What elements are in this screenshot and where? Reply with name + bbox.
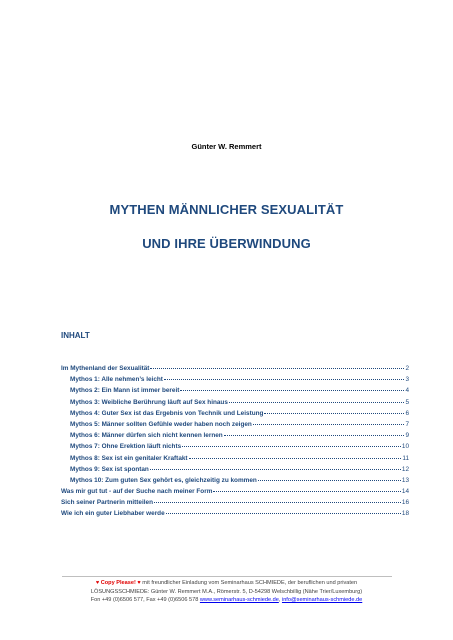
footer-line-1 xyxy=(40,579,413,588)
footer-line-2: LÖSUNGSSCHMIEDE: Günter W. Remmert M.A., Römerstr. 5, D-54298 Welschbillig (Nähe Trier/Luxemburg) xyxy=(90,588,363,595)
toc-entry-label: Mythos 7: Ohne Erektion läuft nichts xyxy=(70,443,182,451)
toc-entry-page: 4 xyxy=(405,387,409,395)
toc-dot-leader xyxy=(180,385,404,391)
toc-dot-leader xyxy=(189,453,402,459)
toc-dot-leader xyxy=(154,497,401,503)
toc-dot-leader xyxy=(229,397,405,403)
toc-entry-label: Wie ich ein guter Liebhaber werde xyxy=(61,510,165,518)
author-name: Günter W. Remmert xyxy=(191,142,262,151)
toc-entry-page: 9 xyxy=(405,432,409,440)
toc-entry-page: 5 xyxy=(405,398,409,406)
email-link[interactable]: info@seminarhaus-schmiede.de xyxy=(281,597,363,604)
toc-dot-leader xyxy=(166,508,401,514)
toc-entry-label: Was mir gut tut - auf der Suche nach meiner Form xyxy=(61,488,213,496)
toc-dot-leader xyxy=(164,374,405,380)
toc-entry-page: 3 xyxy=(405,376,409,384)
toc-heading: INHALT xyxy=(61,331,90,340)
document-title: MYTHEN MÄNNLICHER SEXUALITÄT xyxy=(109,202,344,217)
toc-entry-page: 18 xyxy=(401,510,409,518)
footer xyxy=(40,579,413,605)
toc-entry-label: Sich seiner Partnerin mitteilen xyxy=(61,499,153,507)
toc-dot-leader xyxy=(258,475,401,481)
toc-entry-page: 2 xyxy=(405,365,409,372)
toc-entry-label: Mythos 5: Männer sollten Gefühle weder haben noch zeigen xyxy=(70,420,252,428)
footer-separator: , xyxy=(278,597,282,604)
toc-entry-page: 10 xyxy=(401,443,409,451)
toc-entry-label: Mythos 4: Guter Sex ist das Ergebnis von Technik und Leistung xyxy=(70,409,264,417)
toc-entry-page: 14 xyxy=(401,488,409,496)
toc-dot-leader xyxy=(213,486,401,492)
toc-entry-page: 11 xyxy=(402,454,409,462)
website-link[interactable]: www.seminarhaus-schmiede.de xyxy=(199,597,279,604)
toc-dot-leader xyxy=(182,441,401,447)
toc-entry[interactable] xyxy=(61,509,409,520)
heart-icon: ♥ xyxy=(137,580,141,586)
toc-dot-leader xyxy=(253,419,405,425)
toc-entry-page: 12 xyxy=(401,465,409,473)
footer-contact-numbers: Fon +49 (0)6506 577, Fax +49 (0)6506 578 xyxy=(90,597,200,604)
toc-entry-page: 16 xyxy=(401,499,409,507)
heart-icon: ♥ xyxy=(95,580,100,586)
toc-dot-leader xyxy=(150,464,401,470)
toc-entry-label: Mythos 1: Alle nehmen’s leicht xyxy=(70,376,163,384)
toc-dot-leader xyxy=(150,363,404,369)
toc-entry-label: Mythos 3: Weibliche Berührung läuft auf Sex hinaus xyxy=(70,398,228,406)
toc-entry-label: Im Mythenland der Sexualität xyxy=(61,365,150,372)
document-subtitle: UND IHRE ÜBERWINDUNG xyxy=(142,236,311,251)
toc-entry-label: Mythos 10: Zum guten Sex gehört es, gleichzeitig zu kommen xyxy=(70,476,257,484)
toc-entry-label: Mythos 9: Sex ist spontan xyxy=(70,465,149,473)
toc-entry-page: 6 xyxy=(405,409,409,417)
copy-please-label: Copy Please! xyxy=(100,580,136,586)
toc-entry-label: Mythos 2: Ein Mann ist immer bereit xyxy=(70,387,180,395)
footer-divider xyxy=(62,576,392,577)
toc-dot-leader xyxy=(264,408,404,414)
toc-entry-page: 13 xyxy=(401,476,409,484)
toc-dot-leader xyxy=(224,430,405,436)
footer-invitation-text: mit freundlicher Einladung vom Seminarhaus SCHMIEDE, der beruflichen und privaten xyxy=(140,580,358,586)
footer-line-3 xyxy=(40,596,413,605)
toc-entry-label: Mythos 6: Männer dürfen sich nicht kennen lernen xyxy=(70,432,223,440)
table-of-contents xyxy=(61,364,409,521)
toc-entry-label: Mythos 8: Sex ist ein genitaler Kraftakt xyxy=(70,454,188,462)
toc-entry-page: 7 xyxy=(405,420,409,428)
